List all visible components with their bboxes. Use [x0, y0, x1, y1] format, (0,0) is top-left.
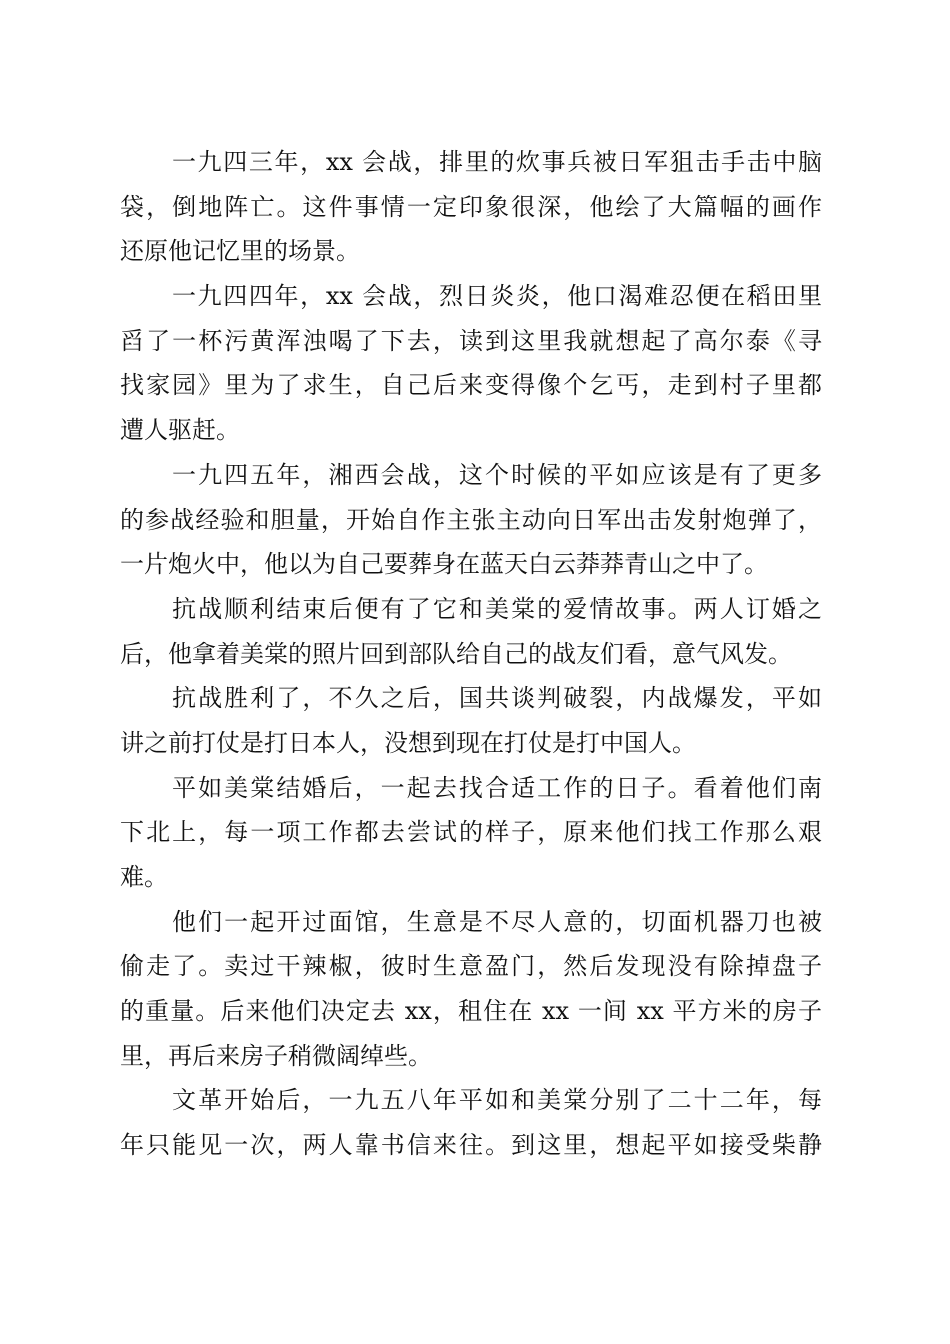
paragraph [120, 587, 822, 676]
paragraph [120, 274, 822, 453]
text-line: 抗战胜利了，不久之后，国共谈判破裂，内战爆发，平如 [172, 684, 822, 713]
text-line: 年只能见一次，两人靠书信来往。到这里，想起平如接受柴静 [120, 1131, 822, 1160]
text-line: 里，再后来房子稍微阔绰些。 [120, 1041, 432, 1070]
document-body [120, 140, 822, 1168]
paragraph [120, 900, 822, 1079]
text-line: 还原他记忆里的场景。 [120, 237, 360, 266]
text-line: 后，他拿着美棠的照片回到部队给自己的战友们看，意气风发。 [120, 639, 792, 668]
paragraph [120, 453, 822, 587]
text-line: 舀了一杯污黄浑浊喝了下去，读到这里我就想起了高尔泰《寻 [120, 326, 822, 355]
text-line: 下北上，每一项工作都去尝试的样子，原来他们找工作那么艰 [120, 818, 822, 847]
text-line: 他们一起开过面馆，生意是不尽人意的，切面机器刀也被 [172, 907, 822, 936]
text-line: 一九四三年，xx 会战，排里的炊事兵被日军狙击手击中脑 [172, 148, 822, 176]
paragraph [120, 766, 822, 900]
text-line: 平如美棠结婚后，一起去找合适工作的日子。看着他们南 [172, 773, 822, 802]
text-line: 讲之前打仗是打日本人，没想到现在打仗是打中国人。 [120, 728, 696, 757]
paragraph [120, 140, 822, 274]
text-line: 抗战顺利结束后便有了它和美棠的爱情故事。两人订婚之 [172, 594, 822, 623]
text-line: 偷走了。卖过干辣椒，彼时生意盈门，然后发现没有除掉盘子 [120, 952, 822, 981]
text-line: 袋，倒地阵亡。这件事情一定印象很深，他绘了大篇幅的画作 [120, 192, 822, 221]
text-line: 文革开始后，一九五八年平如和美棠分别了二十二年，每 [172, 1086, 822, 1115]
text-line: 一九四四年，xx 会战，烈日炎炎，他口渴难忍便在稻田里 [172, 282, 822, 311]
text-line: 遭人驱赶。 [120, 416, 240, 445]
paragraph [120, 676, 822, 765]
text-line: 找家园》里为了求生，自己后来变得像个乞丐，走到村子里都 [120, 371, 822, 400]
paragraph [120, 1078, 822, 1167]
text-line: 的重量。后来他们决定去 xx，租住在 xx 一间 xx 平方米的房子 [120, 997, 822, 1026]
text-line: 一九四五年，湘西会战，这个时候的平如应该是有了更多 [172, 460, 822, 489]
text-line: 一片炮火中，他以为自己要葬身在蓝天白云莽莽青山之中了。 [120, 550, 768, 579]
text-line: 的参战经验和胆量，开始自作主张主动向日军出击发射炮弹了， [120, 505, 822, 534]
text-line: 难。 [120, 863, 168, 891]
